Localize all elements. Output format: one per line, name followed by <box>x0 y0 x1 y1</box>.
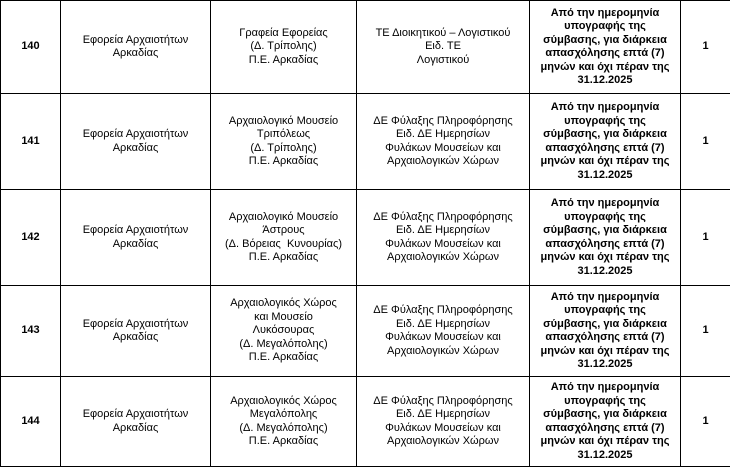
period-line: υπογραφής της <box>532 115 678 129</box>
specialty-line: Ειδ. ΤΕ <box>359 40 527 54</box>
service-cell <box>61 1 211 94</box>
row-number: 141 <box>1 94 61 190</box>
specialty-line: ΔΕ Φύλαξης Πληροφόρησης <box>359 115 527 129</box>
unit-line: Αρχαιολογικός Χώρος <box>213 297 354 311</box>
period-line: υπογραφής της <box>532 395 678 409</box>
specialty-line: Αρχαιολογικών Χώρων <box>359 251 527 265</box>
period-line: μηνών και όχι πέραν της <box>532 61 678 75</box>
period-line: μηνών και όχι πέραν της <box>532 251 678 265</box>
specialty-line: Αρχαιολογικών Χώρων <box>359 345 527 359</box>
specialty-line: Φυλάκων Μουσείων και <box>359 238 527 252</box>
service-cell <box>61 94 211 190</box>
specialty-line: Φυλάκων Μουσείων και <box>359 142 527 156</box>
unit-line: Αρχαιολογικό Μουσείο <box>213 115 354 129</box>
period-line: μηνών και όχι πέραν της <box>532 345 678 359</box>
specialty-line: Φυλάκων Μουσείων και <box>359 422 527 436</box>
positions-table-body <box>1 1 730 467</box>
service-line: Αρκαδίας <box>63 142 208 156</box>
table-row <box>1 377 730 467</box>
unit-line: (Δ. Μεγαλόπολης) <box>213 338 354 352</box>
specialty-line: Ειδ. ΔΕ Ημερησίων <box>359 318 527 332</box>
period-line: 31.12.2025 <box>532 358 678 372</box>
specialty-line: Ειδ. ΔΕ Ημερησίων <box>359 408 527 422</box>
period-line: σύμβασης, για διάρκεια <box>532 318 678 332</box>
unit-cell <box>211 190 357 286</box>
unit-line: Μεγαλόπολης <box>213 408 354 422</box>
row-number: 142 <box>1 190 61 286</box>
period-line: Από την ημερομηνία <box>532 291 678 305</box>
row-number: 140 <box>1 1 61 94</box>
unit-line: (Δ. Βόρειας Κυνουρίας) <box>213 238 354 252</box>
period-line: απασχόλησης επτά (7) <box>532 331 678 345</box>
period-line: 31.12.2025 <box>532 449 678 463</box>
period-line: υπογραφής της <box>532 211 678 225</box>
period-line: Από την ημερομηνία <box>532 7 678 21</box>
period-line: 31.12.2025 <box>532 74 678 88</box>
period-line: σύμβασης, για διάρκεια <box>532 34 678 48</box>
service-cell <box>61 190 211 286</box>
specialty-line: ΔΕ Φύλαξης Πληροφόρησης <box>359 304 527 318</box>
unit-line: (Δ. Μεγαλόπολης) <box>213 422 354 436</box>
unit-line: (Δ. Τρίπολης) <box>213 40 354 54</box>
service-cell <box>61 377 211 467</box>
specialty-line: Αρχαιολογικών Χώρων <box>359 435 527 449</box>
service-line: Αρκαδίας <box>63 422 208 436</box>
quantity-cell: 1 <box>681 94 730 190</box>
service-line: Εφορεία Αρχαιοτήτων <box>63 224 208 238</box>
table-row <box>1 190 730 286</box>
period-line: μηνών και όχι πέραν της <box>532 435 678 449</box>
service-line: Εφορεία Αρχαιοτήτων <box>63 408 208 422</box>
quantity-cell: 1 <box>681 286 730 377</box>
period-line: απασχόλησης επτά (7) <box>532 47 678 61</box>
unit-line: Αρχαιολογικό Μουσείο <box>213 211 354 225</box>
unit-line: Π.Ε. Αρκαδίας <box>213 435 354 449</box>
unit-line: Π.Ε. Αρκαδίας <box>213 351 354 365</box>
period-line: Από την ημερομηνία <box>532 197 678 211</box>
unit-line: Άστρους <box>213 224 354 238</box>
period-line: υπογραφής της <box>532 304 678 318</box>
table-row <box>1 286 730 377</box>
unit-cell <box>211 94 357 190</box>
row-number: 144 <box>1 377 61 467</box>
unit-line: και Μουσείο <box>213 311 354 325</box>
specialty-line: Φυλάκων Μουσείων και <box>359 331 527 345</box>
period-line: μηνών και όχι πέραν της <box>532 155 678 169</box>
unit-line: (Δ. Τρίπολης) <box>213 142 354 156</box>
unit-line: Π.Ε. Αρκαδίας <box>213 155 354 169</box>
period-line: Από την ημερομηνία <box>532 381 678 395</box>
specialty-line: ΔΕ Φύλαξης Πληροφόρησης <box>359 211 527 225</box>
unit-cell <box>211 377 357 467</box>
service-line: Εφορεία Αρχαιοτήτων <box>63 34 208 48</box>
specialty-cell <box>357 1 530 94</box>
specialty-cell <box>357 94 530 190</box>
unit-line: Π.Ε. Αρκαδίας <box>213 54 354 68</box>
table-row <box>1 1 730 94</box>
unit-line: Λυκόσουρας <box>213 324 354 338</box>
period-cell <box>530 286 681 377</box>
unit-line: Αρχαιολογικός Χώρος <box>213 395 354 409</box>
service-line: Εφορεία Αρχαιοτήτων <box>63 128 208 142</box>
quantity-cell: 1 <box>681 377 730 467</box>
unit-line: Τριπόλεως <box>213 128 354 142</box>
service-line: Αρκαδίας <box>63 47 208 61</box>
quantity-cell: 1 <box>681 1 730 94</box>
service-cell <box>61 286 211 377</box>
specialty-cell <box>357 286 530 377</box>
period-line: 31.12.2025 <box>532 169 678 183</box>
specialty-cell <box>357 377 530 467</box>
row-number: 143 <box>1 286 61 377</box>
period-cell <box>530 190 681 286</box>
specialty-line: Ειδ. ΔΕ Ημερησίων <box>359 224 527 238</box>
period-cell <box>530 1 681 94</box>
table-row <box>1 94 730 190</box>
period-line: Από την ημερομηνία <box>532 101 678 115</box>
specialty-line: Λογιστικού <box>359 54 527 68</box>
service-line: Εφορεία Αρχαιοτήτων <box>63 318 208 332</box>
period-cell <box>530 377 681 467</box>
specialty-line: ΔΕ Φύλαξης Πληροφόρησης <box>359 395 527 409</box>
specialty-line: ΤΕ Διοικητικού – Λογιστικού <box>359 27 527 41</box>
service-line: Αρκαδίας <box>63 331 208 345</box>
unit-line: Γραφεία Εφορείας <box>213 27 354 41</box>
period-line: απασχόλησης επτά (7) <box>532 238 678 252</box>
period-line: σύμβασης, για διάρκεια <box>532 128 678 142</box>
unit-line: Π.Ε. Αρκαδίας <box>213 251 354 265</box>
specialty-line: Αρχαιολογικών Χώρων <box>359 155 527 169</box>
period-line: 31.12.2025 <box>532 265 678 279</box>
period-line: απασχόλησης επτά (7) <box>532 142 678 156</box>
unit-cell <box>211 1 357 94</box>
period-line: σύμβασης, για διάρκεια <box>532 408 678 422</box>
period-line: απασχόλησης επτά (7) <box>532 422 678 436</box>
unit-cell <box>211 286 357 377</box>
quantity-cell: 1 <box>681 190 730 286</box>
specialty-cell <box>357 190 530 286</box>
period-line: υπογραφής της <box>532 20 678 34</box>
specialty-line: Ειδ. ΔΕ Ημερησίων <box>359 128 527 142</box>
period-cell <box>530 94 681 190</box>
period-line: σύμβασης, για διάρκεια <box>532 224 678 238</box>
service-line: Αρκαδίας <box>63 238 208 252</box>
